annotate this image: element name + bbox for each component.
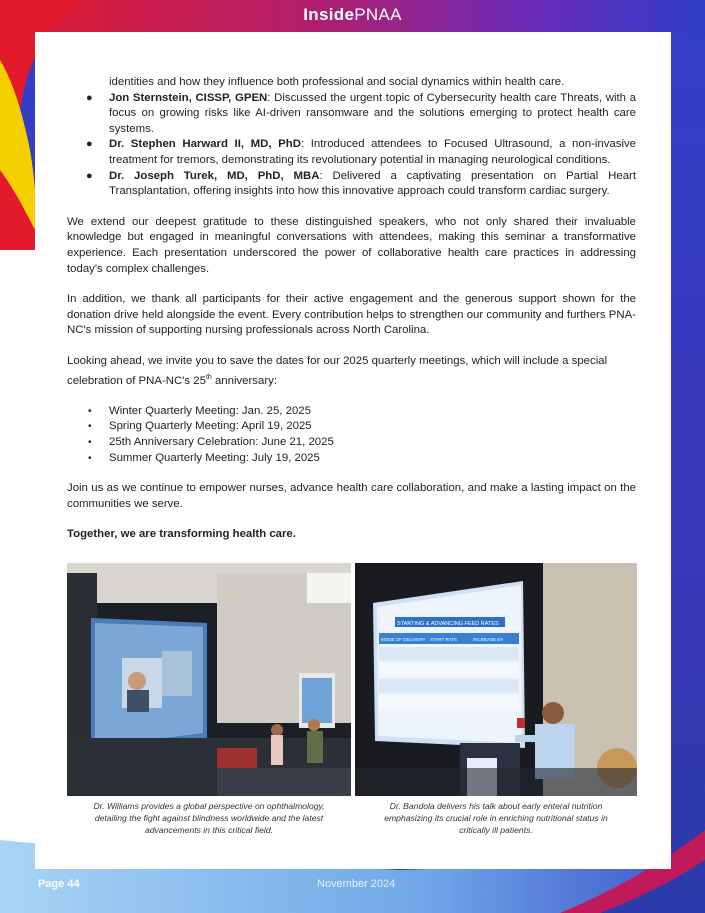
join-paragraph: Join us as we continue to empower nurses, advance health care collaboration, and make a lasting impact on the communities we serve. <box>67 482 636 510</box>
bullet-icon: • <box>88 421 92 433</box>
date-item <box>67 435 636 451</box>
masthead <box>0 5 705 25</box>
speaker-description: : Delivered a captivating presentation on Partial Heart Transplantation, offering insights into how this innovative approach could transform cardiac surgery. <box>109 169 637 198</box>
meeting-dates-list <box>67 404 636 466</box>
superscript-th: th <box>205 373 212 381</box>
intro-continuation: identities and how they influence both professional and social dynamics within health care. <box>109 76 565 88</box>
slide-col-increase: INCREASE BY <box>473 637 504 642</box>
speaker-item <box>67 137 636 168</box>
date-text: Spring Quarterly Meeting: April 19, 2025 <box>109 420 312 433</box>
date-text: Summer Quarterly Meeting: July 19, 2025 <box>109 451 320 464</box>
date-item <box>67 419 636 435</box>
bullet-icon: ● <box>86 138 93 151</box>
article-body <box>67 75 636 543</box>
photo-dr-bandola <box>355 563 637 796</box>
speaker-list <box>67 91 636 200</box>
speaker-description: : Discussed the urgent topic of Cybersecurity health care Threats, with a focus on growing risks like AI-driven ransomware and the solutions emerging to protect health care systems. <box>109 91 636 135</box>
page-number: Page 44 <box>38 878 80 890</box>
slide-title: STARTING & ADVANCING FEED RATES <box>397 621 499 627</box>
date-text: Winter Quarterly Meeting: Jan. 25, 2025 <box>109 404 311 417</box>
save-dates-paragraph <box>67 354 636 389</box>
gratitude-paragraph: We extend our deepest gratitude to these distinguished speakers, who not only shared their invaluable knowledge but engaged in meaningful conversations with attendees, making this seminar a transformative experience. Each presentation underscored the power of collaborative health care practices in addressing today's complex challenges. <box>67 215 636 275</box>
speaker-name: Dr. Stephen Harward II, MD, PhD <box>109 138 301 151</box>
bullet-icon: • <box>88 405 92 417</box>
slide-col-mode: MODE OF DELIVERY <box>381 637 426 642</box>
bullet-icon: • <box>88 437 92 449</box>
issue-date: November 2024 <box>317 878 396 890</box>
speaker-item <box>67 169 636 200</box>
date-item <box>67 404 636 420</box>
save-dates-tail: anniversary: <box>211 374 277 387</box>
bullet-icon: ● <box>86 91 93 104</box>
bullet-icon: • <box>88 452 92 464</box>
thanks-paragraph: In addition, we thank all participants for their active engagement and the generous support shown for the donation drive held alongside the event. Every contribution helps to strengthen our community and furthers PNA-NC's mission of supporting nursing professionals across North Carolina. <box>67 293 636 337</box>
photo-dr-williams <box>67 563 351 796</box>
masthead-brand-bold: Inside <box>303 5 355 24</box>
speaker-name: Jon Sternstein, CISSP, GPEN <box>109 91 268 104</box>
masthead-brand-rest: PNAA <box>354 5 402 24</box>
slide-col-start: START RATE <box>430 637 458 642</box>
speaker-description: : Introduced attendees to Focused Ultrasound, a non-invasive treatment for tremors, demonstrating its revolutionary potential in managing neurological conditions. <box>109 138 637 166</box>
date-item <box>67 451 636 467</box>
right-photo-caption: Dr. Bandola delivers his talk about early enteral nutrition emphasizing its crucial role in enriching nutritional status in critically ill patients. <box>384 801 608 836</box>
bullet-icon: ● <box>86 169 93 182</box>
closing-statement: Together, we are transforming health care. <box>67 528 296 541</box>
speaker-item <box>67 91 636 138</box>
speaker-name: Dr. Joseph Turek, MD, PhD, MBA <box>109 169 320 182</box>
date-text: 25th Anniversary Celebration: June 21, 2025 <box>109 436 334 449</box>
save-dates-text: Looking ahead, we invite you to save the dates for our 2025 quarterly meetings, which will include a special celebration of PNA-NC's 25 <box>67 354 608 387</box>
left-photo-caption: Dr. Williams provides a global perspective on ophthalmology, detailing the fight against blindness worldwide and the latest advancements in this critical field. <box>93 801 325 836</box>
